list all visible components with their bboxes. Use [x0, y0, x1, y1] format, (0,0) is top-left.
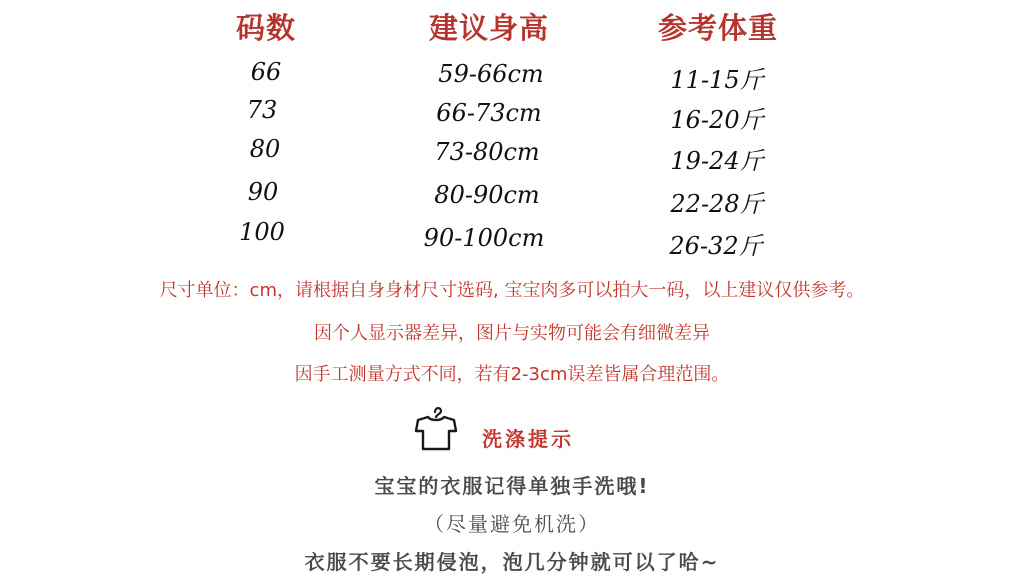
weight-cell: 26-32斤 [669, 232, 763, 260]
weight-cell: 16-20斤 [670, 106, 764, 134]
hand-wash-tip: 宝宝的衣服记得单独手洗哦! [374, 474, 650, 498]
height-cell: 73-80cm [434, 138, 540, 166]
size-cell: 90 [247, 178, 279, 206]
size-cell: 80 [249, 135, 281, 163]
size-cell: 73 [246, 96, 278, 124]
display-difference-note: 因个人显示器差异，图片与实物可能会有细微差异 [314, 323, 710, 344]
size-cell: 66 [250, 58, 282, 86]
height-cell: 66-73cm [436, 99, 542, 127]
height-cell: 80-90cm [434, 181, 540, 209]
weight-cell: 11-15斤 [670, 66, 764, 94]
avoid-machine-wash-tip: （尽量避免机洗） [424, 512, 600, 536]
measurement-error-note: 因手工测量方式不同，若有2-3cm误差皆属合理范围。 [294, 364, 730, 385]
height-cell: 90-100cm [423, 224, 545, 252]
size-cell: 100 [239, 218, 285, 246]
size-note: 尺寸单位：cm，请根据自身身材尺寸选码, 宝宝肉多可以拍大一码，以上建议仅供参考。 [159, 280, 865, 301]
weight-cell: 22-28斤 [670, 190, 764, 218]
height-cell: 59-66cm [438, 60, 544, 88]
soak-time-tip: 衣服不要长期侵泡，泡几分钟就可以了哈~ [304, 550, 720, 574]
header-size: 码数 [235, 11, 297, 45]
weight-cell: 19-24斤 [670, 147, 764, 175]
header-height: 建议身高 [428, 11, 550, 45]
header-weight: 参考体重 [657, 11, 779, 45]
washing-tips-title: 洗涤提示 [482, 427, 574, 451]
t-shirt-hanger-icon [408, 404, 464, 452]
